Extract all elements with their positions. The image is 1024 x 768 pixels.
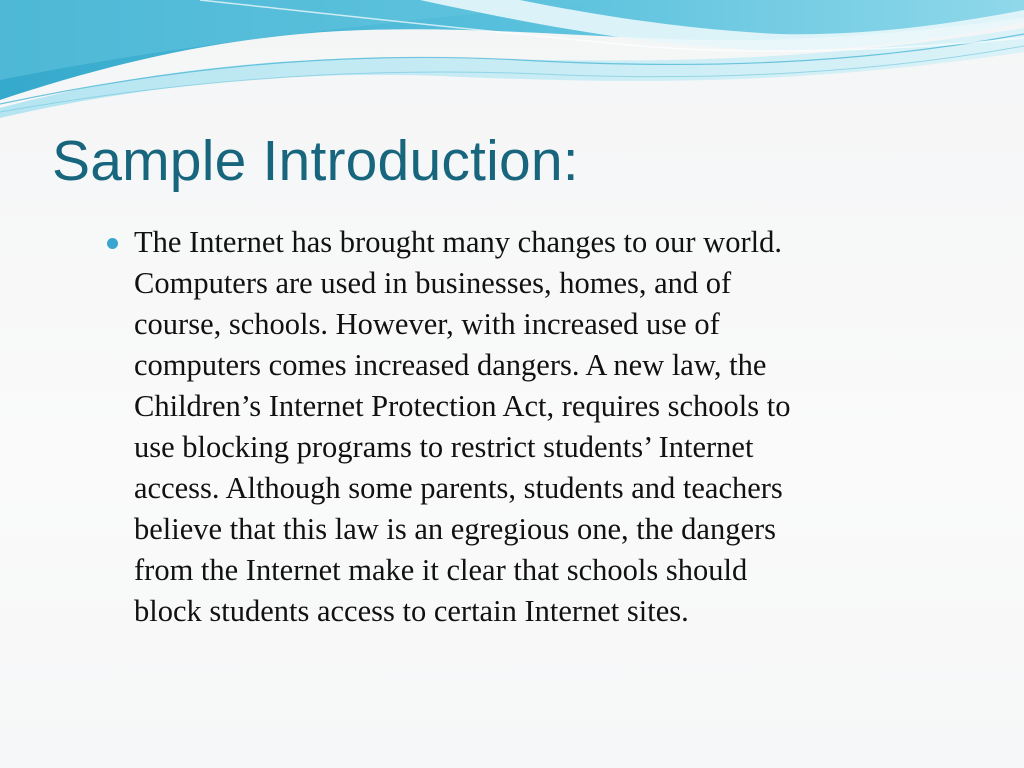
bullet-list	[104, 222, 944, 632]
slide-title: Sample Introduction:	[52, 129, 579, 193]
bullet-item	[104, 222, 944, 632]
bullet-text: The Internet has brought many changes to our world. Computers are used in businesses, homes, and of course, schools. However, with increased use of computers comes increased dangers. A new law, the Children’s Internet Protection Act, requires schools to use blocking programs to restrict students’ Internet access. Although some parents, students and teachers believe that this law is an egregious one, the dangers from the Internet make it clear that schools should block students access to certain Internet sites.	[134, 225, 791, 628]
bullet-dot-icon	[107, 238, 118, 249]
header-wave-decoration	[0, 0, 1024, 130]
